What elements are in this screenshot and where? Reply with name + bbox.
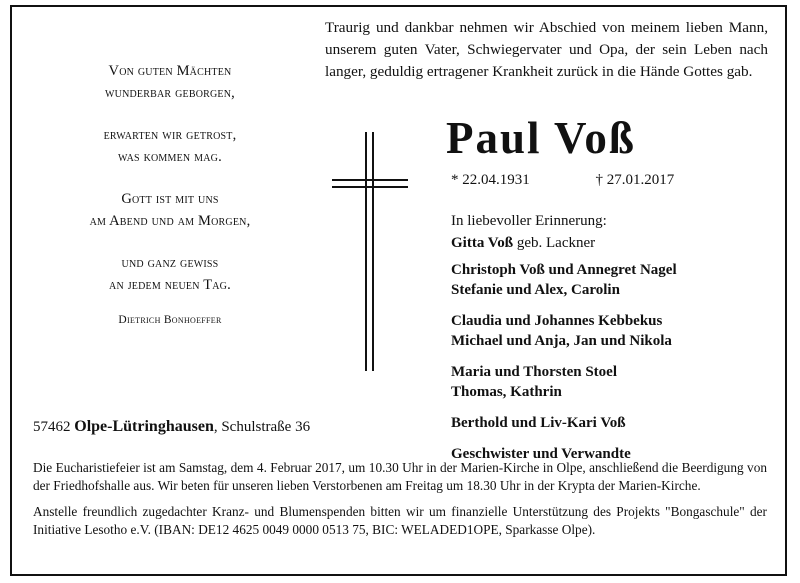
cross-icon xyxy=(372,132,374,371)
cross-icon xyxy=(332,179,408,181)
cross-icon xyxy=(365,132,367,371)
memory-label: In liebevoller Erinnerung: xyxy=(451,213,607,229)
address-zip: 57462 xyxy=(33,419,71,435)
cross-icon xyxy=(332,186,408,188)
poem-stanza xyxy=(24,124,316,168)
mourners-list xyxy=(451,210,677,464)
address-city: Olpe-Lütringhausen xyxy=(74,418,214,435)
spouse xyxy=(451,232,677,254)
donation-notice: Anstelle freundlich zugedachter Kranz- und Blumenspenden bitten wir um finanzielle Unterstützung des Projekts "Bongaschule" der Initiative Lesotho e.V. (IBAN: DE12 4625 0049 0000 0513 75, BIC: WELADED1OPE, Sparkasse Olpe). xyxy=(33,504,767,537)
mourner-group xyxy=(451,311,677,351)
death-date: † 27.01.2017 xyxy=(595,172,675,188)
poem-stanza xyxy=(24,60,316,104)
mourner-line: Claudia und Johannes Kebbekus xyxy=(451,313,663,329)
poem-line: und ganz gewiss xyxy=(121,255,219,271)
poem-line: am Abend und am Morgen, xyxy=(89,213,251,229)
mourner-line: Berthold und Liv-Kari Voß xyxy=(451,415,626,431)
mourner-line: Stefanie und Alex, Carolin xyxy=(451,282,620,298)
life-dates xyxy=(451,172,674,189)
spouse-maiden-name: geb. Lackner xyxy=(516,235,596,251)
poem-line: was kommen mag. xyxy=(118,149,222,165)
poem-line: an jedem neuen Tag. xyxy=(109,277,231,293)
birth-date: * 22.04.1931 xyxy=(451,172,530,188)
poem-stanza xyxy=(24,252,316,296)
poem-author: Dietrich Bonhoeffer xyxy=(118,314,222,326)
address-street: , Schulstraße 36 xyxy=(213,419,311,435)
mourner-group xyxy=(451,260,677,300)
poem-stanza xyxy=(24,188,316,232)
poem-line: Gott ist mit uns xyxy=(121,191,219,207)
mourner-line: Geschwister und Verwandte xyxy=(451,446,631,462)
notices xyxy=(33,459,767,547)
family-address xyxy=(33,418,310,436)
deceased-name: Paul Voß xyxy=(446,113,636,163)
mourner-line: Maria und Thorsten Stoel xyxy=(451,364,617,380)
poem-line: Von guten Mächten xyxy=(108,63,232,79)
poem-line: erwarten wir getrost, xyxy=(103,127,237,143)
mourner-line: Christoph Voß und Annegret Nagel xyxy=(451,262,677,278)
spouse-name: Gitta Voß xyxy=(451,235,514,251)
mourner-group xyxy=(451,362,677,402)
service-notice: Die Eucharistiefeier ist am Samstag, dem 4. Februar 2017, um 10.30 Uhr in der Marien-Kirche in Olpe, anschließend die Beerdigung von der Friedhofshalle aus. Wir beten für unseren lieben Verstorbenen am Freitag um 18.30 Uhr in der Krypta der Marien-Kirche. xyxy=(33,460,767,493)
intro-text: Traurig und dankbar nehmen wir Abschied von meinem lieben Mann, unserem guten Vater, Schwiegervater und Opa, der sein Leben nach langer, geduldig ertragener Krankheit zurück in die Hände Gottes gab. xyxy=(325,19,768,80)
mourner-line: Michael und Anja, Jan und Nikola xyxy=(451,333,672,349)
poem-line: wunderbar geborgen, xyxy=(105,85,235,101)
mourner-group xyxy=(451,413,677,433)
poem xyxy=(24,60,316,326)
mourner-line: Thomas, Kathrin xyxy=(451,384,562,400)
